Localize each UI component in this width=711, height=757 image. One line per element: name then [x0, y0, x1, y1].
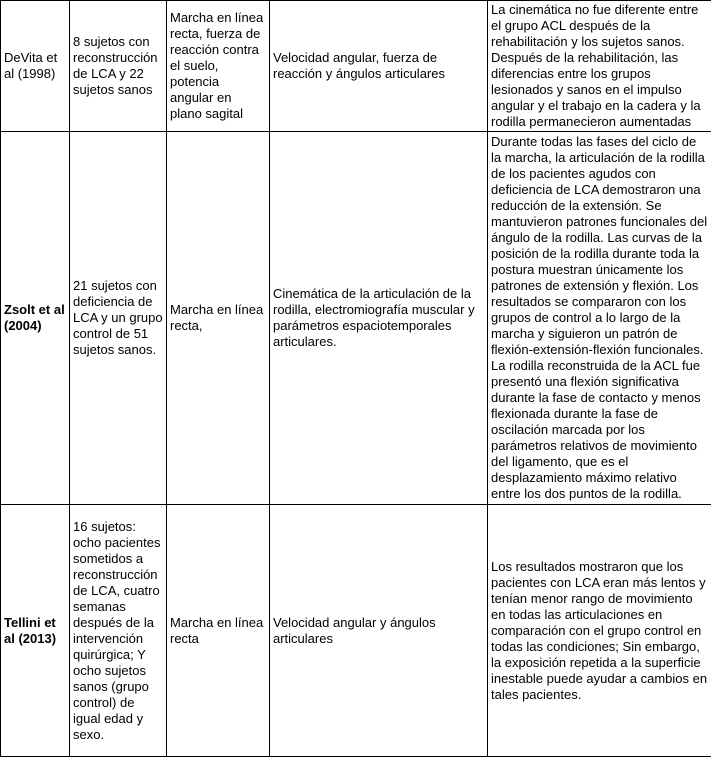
task-cell — [167, 505, 270, 757]
measures-text: Velocidad angular, fuerza de reacción y ángulos articulares — [273, 50, 484, 82]
participants-cell — [70, 505, 167, 757]
results-text: Los resultados mostraron que los pacientes con LCA eran más lentos y tenían menor rango de movimiento en todas las articulaciones en comparación con el grupo control en todas las condiciones; Sin embargo, la exposición repetida a la superficie inestable puede ayudar a cambios en tales pacientes. — [491, 559, 708, 703]
table-row — [1, 132, 711, 505]
results-text: La cinemática no fue diferente entre el grupo ACL después de la rehabilitación y los sujetos sanos. Después de la rehabilitación, las diferencias entre los grupos lesionados y sanos en el impulso angular y el trabajo en la cadera y la rodilla permanecieron aumentadas — [491, 2, 708, 130]
table-row — [1, 1, 711, 132]
study-cell — [1, 132, 70, 505]
participants-text: 8 sujetos con reconstrucción de LCA y 22 sujetos sanos — [73, 34, 163, 98]
participants-text: 21 sujetos con deficiencia de LCA y un grupo control de 51 sujetos sanos. — [73, 278, 163, 358]
results-cell — [488, 1, 711, 132]
study-name: Tellini et al (2013) — [4, 615, 66, 647]
task-text: Marcha en línea recta, — [170, 302, 266, 334]
study-name: Zsolt et al (2004) — [4, 302, 66, 334]
measures-cell — [270, 1, 488, 132]
table-row — [1, 505, 711, 757]
participants-cell — [70, 1, 167, 132]
study-cell — [1, 505, 70, 757]
results-text: Durante todas las fases del ciclo de la marcha, la articulación de la rodilla de los pacientes agudos con deficiencia de LCA demostraron una reducción de la extensión. Se mantuvieron patrones funcionales del ángulo de la rodilla. Las curvas de la posición de la rodilla durante toda la postura muestran únicamente los patrones de extensión y flexión. Los resultados se compararon con los grupos de control a lo largo de la marcha y siguieron un patrón de flexión-extensión-flexión funcionales. La rodilla reconstruida de la ACL fue presentó una flexión significativa durante la fase de contacto y menos flexionada durante la fase de oscilación marcada por los parámetros relativos de movimiento del ligamento, que es el desplazamiento máximo relativo entre los dos puntos de la rodilla. — [491, 134, 708, 502]
task-text: Marcha en línea recta — [170, 615, 266, 647]
measures-text: Velocidad angular y ángulos articulares — [273, 615, 484, 647]
task-cell — [167, 1, 270, 132]
task-cell — [167, 132, 270, 505]
task-text: Marcha en línea recta, fuerza de reacción contra el suelo, potencia angular en plano sagital — [170, 10, 266, 122]
participants-cell — [70, 132, 167, 505]
study-cell — [1, 1, 70, 132]
measures-cell — [270, 132, 488, 505]
results-cell — [488, 505, 711, 757]
results-cell — [488, 132, 711, 505]
participants-text: 16 sujetos: ocho pacientes sometidos a reconstrucción de LCA, cuatro semanas después de la intervención quirúrgica; Y ocho sujetos sanos (grupo control) de igual edad y sexo. — [73, 519, 163, 743]
measures-cell — [270, 505, 488, 757]
measures-text: Cinemática de la articulación de la rodilla, electromiografía muscular y parámetros espaciotemporales articulares. — [273, 286, 484, 350]
study-name: DeVita et al (1998) — [4, 50, 66, 82]
